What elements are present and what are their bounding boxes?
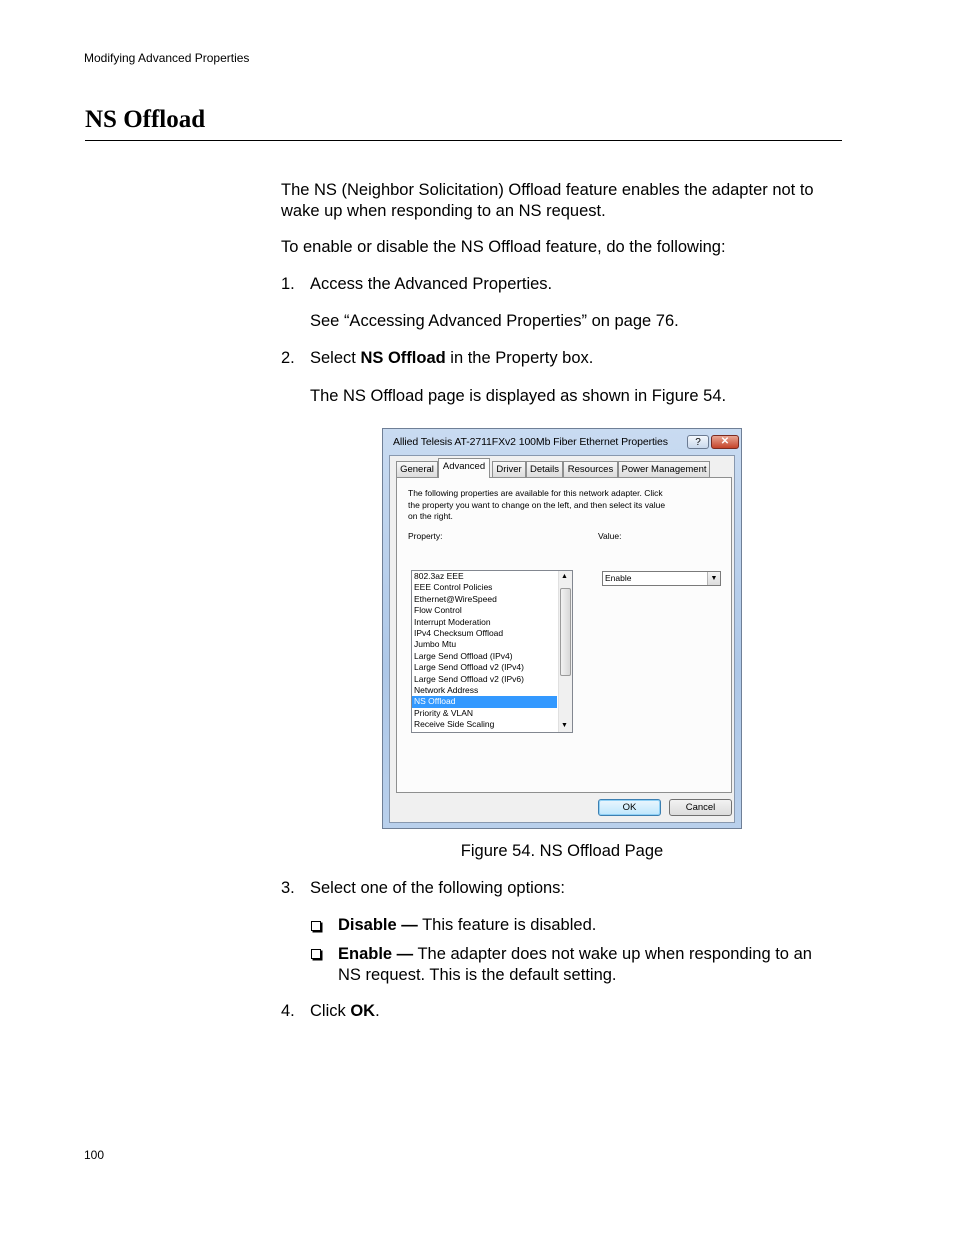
property-item[interactable]: Large Send Offload v2 (IPv4) [414, 662, 524, 673]
option-enable [338, 944, 812, 986]
figure-caption: Figure 54. NS Offload Page [460, 842, 664, 860]
ok-button[interactable]: OK [598, 799, 661, 816]
step-text: Access the Advanced Properties. [310, 275, 553, 293]
intro-paragraph [281, 180, 814, 221]
value-label: Value: [598, 531, 622, 541]
intro-line-1: The NS (Neighbor Solicitation) Offload feature enables the adapter not to [281, 181, 814, 199]
lead-in: To enable or disable the NS Offload feature, do the following: [281, 238, 726, 256]
description-line: The following properties are available for this network adapter. Click [408, 488, 663, 498]
step-number: 4. [281, 1002, 295, 1020]
tab-driver[interactable]: Driver [492, 461, 526, 477]
title-rule [85, 140, 842, 141]
property-item[interactable]: Network Address [414, 685, 479, 695]
property-item[interactable]: Receive Side Scaling [414, 719, 495, 730]
property-item[interactable]: EEE Control Policies [414, 582, 493, 593]
property-listbox[interactable] [411, 570, 573, 733]
property-item[interactable]: Interrupt Moderation [414, 616, 491, 627]
tab-details[interactable]: Details [526, 461, 563, 477]
property-item[interactable]: Large Send Offload (IPv4) [414, 650, 513, 661]
step-note: The NS Offload page is displayed as shown in Figure 54. [310, 387, 727, 405]
step-text [310, 1002, 380, 1021]
property-item[interactable]: Priority & VLAN [414, 707, 474, 718]
step-text-part: Select [310, 349, 361, 367]
ui-term: NS Offload [360, 349, 446, 367]
scroll-down-icon[interactable]: ▼ [561, 722, 568, 729]
property-item[interactable]: Flow Control [414, 605, 462, 616]
value-dropdown[interactable] [602, 571, 721, 586]
description-line: the property you want to change on the left, and then select its value [408, 499, 666, 510]
step-number: 2. [281, 349, 295, 367]
scroll-up-icon[interactable]: ▲ [561, 573, 568, 580]
tab-resources[interactable]: Resources [563, 461, 618, 477]
dialog-title: Allied Telesis AT-2711FXv2 100Mb Fiber Ethernet Properties [393, 436, 668, 448]
ui-term: OK [350, 1002, 376, 1020]
running-header: Modifying Advanced Properties [84, 51, 250, 65]
help-button[interactable]: ? [687, 435, 709, 449]
step-text-part: . [375, 1002, 380, 1020]
section-title: NS Offload [85, 106, 206, 133]
option-desc: The adapter does not wake up when responding to an [413, 945, 812, 963]
advanced-tab-panel [396, 477, 732, 793]
description-line: on the right. [408, 511, 453, 521]
page-number: 100 [84, 1148, 105, 1162]
step-text-part: Click [310, 1002, 351, 1020]
tab-power-management[interactable]: Power Management [618, 461, 710, 477]
step-text [310, 349, 593, 368]
step-number: 3. [281, 879, 295, 897]
property-item[interactable]: Ethernet@WireSpeed [414, 593, 497, 604]
step-note: See “Accessing Advanced Properties” on page 76. [310, 312, 679, 330]
option-term: Enable — [338, 945, 414, 963]
dialog-body [389, 455, 735, 823]
chevron-down-icon[interactable]: ▼ [707, 572, 720, 585]
intro-line-2: wake up when responding to an NS request. [281, 201, 606, 220]
option-term: Disable — [338, 916, 418, 934]
option-desc: This feature is disabled. [417, 916, 597, 934]
option-disable [338, 916, 596, 935]
property-item[interactable]: 802.3az EEE [414, 571, 464, 581]
listbox-scrollbar[interactable] [558, 571, 572, 732]
tab-general[interactable]: General [396, 461, 438, 477]
properties-dialog-screenshot [382, 428, 742, 829]
step-text-part: in the Property box. [445, 349, 594, 367]
option-desc: NS request. This is the default setting. [338, 966, 617, 984]
cancel-button[interactable]: Cancel [669, 799, 732, 816]
step-number: 1. [281, 275, 295, 293]
close-button[interactable]: ✕ [711, 435, 739, 449]
value-selected: Enable [605, 573, 632, 583]
property-item[interactable]: Jumbo Mtu [414, 639, 457, 650]
property-item[interactable]: Large Send Offload v2 (IPv6) [414, 673, 524, 684]
property-label: Property: [408, 531, 443, 541]
description [408, 488, 726, 523]
checkbox-bullet-icon [311, 921, 321, 931]
step-text: Select one of the following options: [310, 879, 566, 897]
tab-advanced[interactable]: Advanced [438, 458, 490, 478]
checkbox-bullet-icon [311, 949, 321, 959]
property-item-selected[interactable]: NS Offload [412, 696, 557, 707]
scrollbar-thumb[interactable] [560, 588, 571, 676]
property-item[interactable]: IPv4 Checksum Offload [414, 628, 504, 638]
